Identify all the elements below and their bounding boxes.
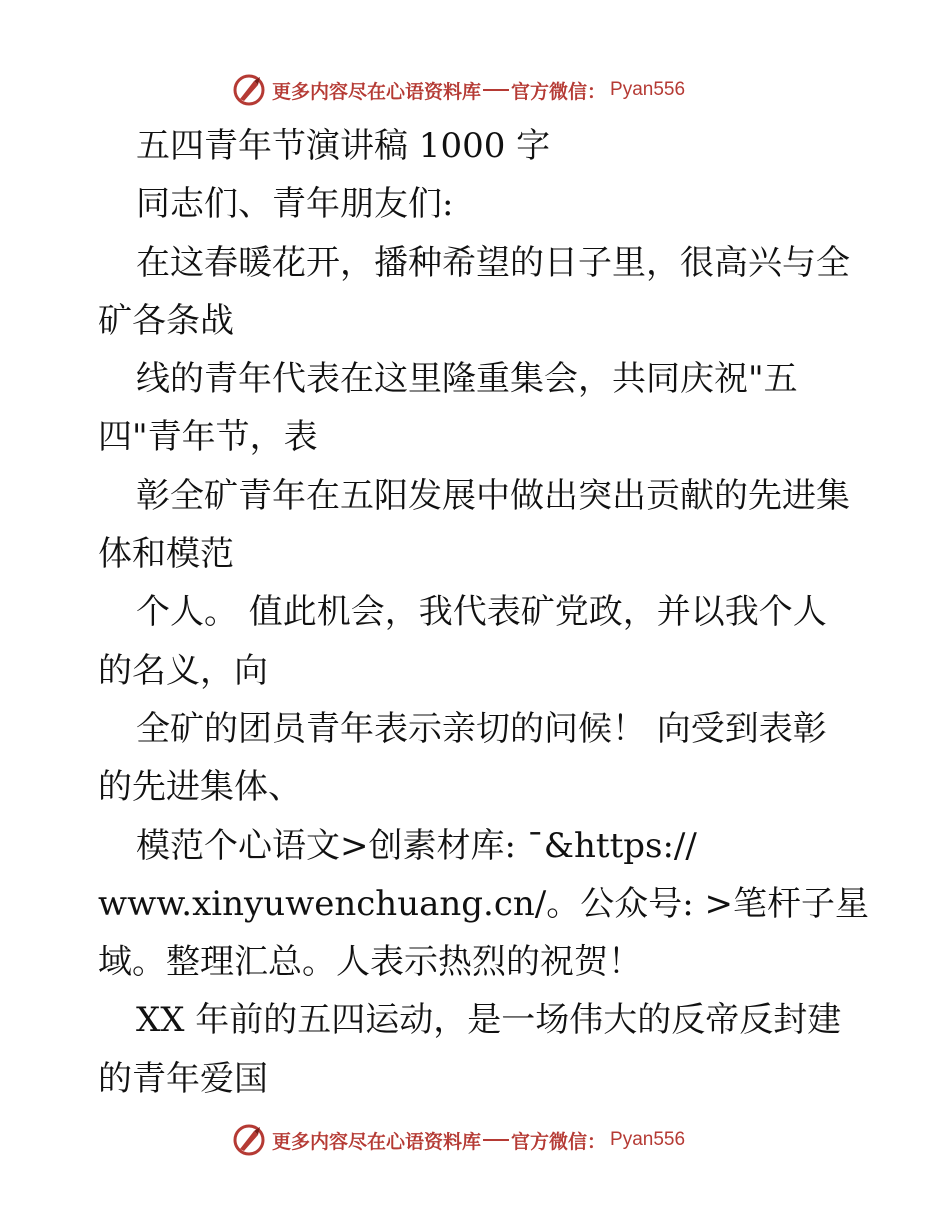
text-line: XX 年前的五四运动，是一场伟大的反帝反封建	[136, 1000, 842, 1041]
text-line: 线的青年代表在这里隆重集会，共同庆祝"五	[136, 359, 798, 400]
text-line: 的青年爱国	[98, 1058, 268, 1099]
text-line: 全矿的团员青年表示亲切的问候！ 向受到表彰	[136, 708, 827, 749]
text-line: 同志们、青年朋友们:	[136, 184, 454, 225]
header-official-label: 官方微信：	[511, 80, 607, 103]
text-line: 矿各条战	[98, 300, 234, 341]
text-line: 域。整理汇总。人表示热烈的祝贺！	[98, 942, 642, 983]
footer-banner	[232, 1120, 685, 1160]
text-line: 模范个心语文>创素材库: ¯&https://	[136, 825, 697, 866]
quill-pen-logo-icon	[232, 73, 266, 107]
text-line: 彰全矿青年在五阳发展中做出突出贡献的先进集	[136, 475, 850, 516]
text-line: 个人。 值此机会，我代表矿党政，并以我个人	[136, 592, 827, 633]
document-body	[98, 124, 869, 1115]
header-banner	[232, 70, 685, 110]
text-line: www.xinyuwenchuang.cn/。公众号: >笔杆子星	[98, 883, 869, 924]
text-line: 体和模范	[98, 534, 234, 575]
header-wechat-id: Pyan556	[610, 79, 686, 100]
text-line: 的先进集体、	[98, 767, 302, 808]
quill-pen-logo-icon	[232, 1123, 266, 1157]
text-line: 四"青年节，表	[98, 417, 318, 458]
document-title: 五四青年节演讲稿 1000 字	[136, 126, 551, 166]
footer-official-label: 官方微信：	[511, 1130, 607, 1153]
text-line: 在这春暖花开，播种希望的日子里，很高兴与全	[136, 242, 850, 283]
header-brand-text: 更多内容尽在心语资料库	[272, 80, 482, 103]
text-line: 的名义，向	[98, 650, 268, 691]
header-divider-dash	[483, 89, 509, 91]
footer-divider-dash	[483, 1139, 509, 1141]
footer-wechat-id: Pyan556	[610, 1129, 686, 1150]
footer-brand-text: 更多内容尽在心语资料库	[272, 1130, 482, 1153]
